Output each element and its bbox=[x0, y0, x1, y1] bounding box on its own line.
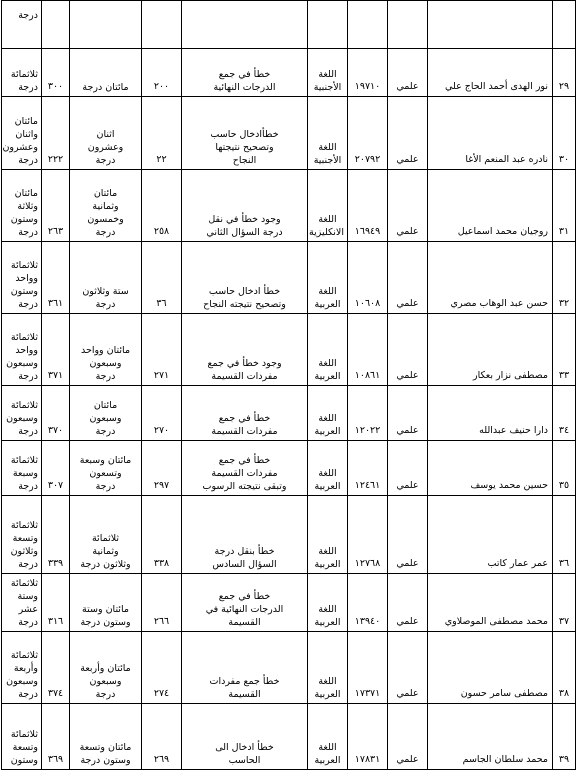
student-name: حسين محمد يوسف bbox=[428, 441, 553, 496]
final-grade-figure: ٣٦١ bbox=[42, 242, 70, 314]
final-grade-figure: ٣١٦ bbox=[42, 574, 70, 632]
grade-in-words: مائتان درجة bbox=[70, 49, 142, 97]
header-cell-final-words: درجة bbox=[2, 1, 42, 49]
subject: اللغة العربية bbox=[308, 704, 348, 770]
header-cell-seq bbox=[553, 1, 576, 49]
final-grade-in-words: ثلاثمائة وتسعة وستون bbox=[2, 704, 42, 770]
table-row bbox=[2, 314, 576, 386]
row-seq: ٣٠ bbox=[553, 97, 576, 170]
header-cell-reason bbox=[182, 1, 308, 49]
row-seq: ٣٧ bbox=[553, 574, 576, 632]
branch: علمي bbox=[388, 574, 428, 632]
final-grade-in-words: ثلاثمائة وتسعة وثلاثون درجة bbox=[2, 496, 42, 574]
grade-figure: ٢٧١ bbox=[142, 314, 182, 386]
final-grade-in-words: ثلاثمائة وسبعة درجة bbox=[2, 441, 42, 496]
final-grade-in-words: ثلاثمائة وواحد وستون درجة bbox=[2, 242, 42, 314]
branch: علمي bbox=[388, 496, 428, 574]
row-seq: ٣٦ bbox=[553, 496, 576, 574]
final-grade-in-words: ثلاثمائة درجة bbox=[2, 49, 42, 97]
results-table bbox=[1, 0, 576, 770]
grade-in-words: مائتان وسبعون درجة bbox=[70, 386, 142, 441]
table-row bbox=[2, 496, 576, 574]
exam-number: ١٧٨٣١ bbox=[348, 704, 388, 770]
error-reason: خطأ ادخال الى الحاسب bbox=[182, 704, 308, 770]
branch: علمي bbox=[388, 242, 428, 314]
header-cell-exam-no bbox=[348, 1, 388, 49]
final-grade-in-words: مائتان وثلاثة وستون درجة bbox=[2, 170, 42, 242]
table-header-row bbox=[2, 1, 576, 49]
grade-figure: ٢٧٠ bbox=[142, 386, 182, 441]
exam-number: ١٢٧٦٨ bbox=[348, 496, 388, 574]
subject: اللغة العربية bbox=[308, 632, 348, 704]
grade-in-words: مائتان وستة وستون درجة bbox=[70, 574, 142, 632]
final-grade-figure: ٣٦٩ bbox=[42, 704, 70, 770]
exam-number: ١٣٩٤٠ bbox=[348, 574, 388, 632]
row-seq: ٣٣ bbox=[553, 314, 576, 386]
row-seq: ٣٤ bbox=[553, 386, 576, 441]
grade-figure: ٢٩٧ bbox=[142, 441, 182, 496]
grade-in-words: مائتان وواحد وسبعون درجة bbox=[70, 314, 142, 386]
header-cell-name bbox=[428, 1, 553, 49]
final-grade-figure: ٣٧٠ bbox=[42, 386, 70, 441]
student-name: محمد مصطفى الموصلاوي bbox=[428, 574, 553, 632]
header-cell-added-words bbox=[70, 1, 142, 49]
final-grade-figure: ٣٠٧ bbox=[42, 441, 70, 496]
final-grade-in-words: ثلاثمائة وستة عشر درجة bbox=[2, 574, 42, 632]
grade-figure: ٣٦ bbox=[142, 242, 182, 314]
header-cell-branch bbox=[388, 1, 428, 49]
row-seq: ٢٩ bbox=[553, 49, 576, 97]
subject: اللغة العربية bbox=[308, 574, 348, 632]
final-grade-in-words: ثلاثمائة وسبعون درجة bbox=[2, 386, 42, 441]
table-row bbox=[2, 242, 576, 314]
grade-in-words: ثلاثمائة وثمانية وثلاثون درجة bbox=[70, 496, 142, 574]
table-row bbox=[2, 574, 576, 632]
row-seq: ٣٨ bbox=[553, 632, 576, 704]
row-seq: ٣١ bbox=[553, 170, 576, 242]
table-row bbox=[2, 441, 576, 496]
subject: اللغة الأجنبية bbox=[308, 49, 348, 97]
exam-number: ١٠٨٦١ bbox=[348, 314, 388, 386]
final-grade-figure: ٢٦٣ bbox=[42, 170, 70, 242]
error-reason: خطأادخال حاسب وتصحيح نتيجتها النجاح bbox=[182, 97, 308, 170]
subject: اللغة العربية bbox=[308, 386, 348, 441]
grade-in-words: ستة وثلاثون درجة bbox=[70, 242, 142, 314]
branch: علمي bbox=[388, 314, 428, 386]
error-reason: وجود خطأ في جمع مفردات القسيمة bbox=[182, 314, 308, 386]
student-name: عمر عمار كاتب bbox=[428, 496, 553, 574]
student-name: نور الهدى أحمد الحاج علي bbox=[428, 49, 553, 97]
student-name: مصطفى سامر حسون bbox=[428, 632, 553, 704]
exam-number: ١٧٣٧١ bbox=[348, 632, 388, 704]
final-grade-figure: ٣٧١ bbox=[42, 314, 70, 386]
branch: علمي bbox=[388, 704, 428, 770]
grade-figure: ٢٥٨ bbox=[142, 170, 182, 242]
final-grade-figure: ٢٢٢ bbox=[42, 97, 70, 170]
final-grade-figure: ٣٧٤ bbox=[42, 632, 70, 704]
final-grade-figure: ٣٣٩ bbox=[42, 496, 70, 574]
subject: اللغة العربية bbox=[308, 242, 348, 314]
exam-number: ١٢٤٦١ bbox=[348, 441, 388, 496]
student-name: مصطفى نزار بعكار bbox=[428, 314, 553, 386]
table-row bbox=[2, 170, 576, 242]
error-reason: خطأ بنقل درجة السؤال السادس bbox=[182, 496, 308, 574]
grade-figure: ٣٣٨ bbox=[142, 496, 182, 574]
grade-figure: ٢٧٤ bbox=[142, 632, 182, 704]
row-seq: ٣٩ bbox=[553, 704, 576, 770]
error-reason: وجود خطأ في نقل درجة السؤال الثاني bbox=[182, 170, 308, 242]
grade-in-words: مائتان وثمانية وخمسون درجة bbox=[70, 170, 142, 242]
error-reason: خطأ ادخال حاسب وتصحيح نتيجته النجاح bbox=[182, 242, 308, 314]
final-grade-in-words: ثلاثمائة وأربعة وسبعون درجة bbox=[2, 632, 42, 704]
error-reason: خطأ في جمع الدرجات النهائية في القسيمة bbox=[182, 574, 308, 632]
branch: علمي bbox=[388, 441, 428, 496]
exam-number: ١٠٦٠٨ bbox=[348, 242, 388, 314]
subject: اللغة العربية bbox=[308, 496, 348, 574]
student-name: حسن عبد الوهاب مصري bbox=[428, 242, 553, 314]
student-name: محمد سلطان الجاسم bbox=[428, 704, 553, 770]
table-row bbox=[2, 632, 576, 704]
grade-in-words: مائتان وسبعة وتسعون درجة bbox=[70, 441, 142, 496]
final-grade-in-words: مائتان واثنان وعشرون درجة bbox=[2, 97, 42, 170]
table-row bbox=[2, 386, 576, 441]
student-name: دارا حنيف عبدالله bbox=[428, 386, 553, 441]
grade-in-words: مائتان وأربعة وسبعون درجة bbox=[70, 632, 142, 704]
branch: علمي bbox=[388, 49, 428, 97]
header-cell-final-num bbox=[42, 1, 70, 49]
branch: علمي bbox=[388, 632, 428, 704]
exam-number: ٢٠٧٩٢ bbox=[348, 97, 388, 170]
table-row bbox=[2, 704, 576, 770]
error-reason: خطأ في جمع مفردات القسيمة وتبقى نتيجته الرسوب bbox=[182, 441, 308, 496]
branch: علمي bbox=[388, 97, 428, 170]
final-grade-figure: ٣٠٠ bbox=[42, 49, 70, 97]
subject: اللغة العربية bbox=[308, 314, 348, 386]
branch: علمي bbox=[388, 386, 428, 441]
table-row bbox=[2, 97, 576, 170]
subject: اللغة الأجنبية bbox=[308, 97, 348, 170]
subject: اللغة العربية bbox=[308, 441, 348, 496]
grade-figure: ٢٦٦ bbox=[142, 574, 182, 632]
row-seq: ٣٢ bbox=[553, 242, 576, 314]
header-cell-added-num bbox=[142, 1, 182, 49]
error-reason: خطأ في جمع مفردات القسيمة bbox=[182, 386, 308, 441]
grade-in-words: مائتان وتسعة وستون درجة bbox=[70, 704, 142, 770]
results-table-body bbox=[2, 1, 576, 770]
error-reason: خطأ جمع مفردات القسيمة bbox=[182, 632, 308, 704]
subject: اللغة الانكليزية bbox=[308, 170, 348, 242]
branch: علمي bbox=[388, 170, 428, 242]
student-name: روجيان محمد اسماعيل bbox=[428, 170, 553, 242]
final-grade-in-words: ثلاثمائة وواحد وسبعون درجة bbox=[2, 314, 42, 386]
header-cell-subject bbox=[308, 1, 348, 49]
exam-number: ١٩٧١٠ bbox=[348, 49, 388, 97]
grade-figure: ٢٢ bbox=[142, 97, 182, 170]
error-reason: خطأ في جمع الدرجات النهائية bbox=[182, 49, 308, 97]
exam-number: ١٦٩٤٩ bbox=[348, 170, 388, 242]
grade-figure: ٢٠٠ bbox=[142, 49, 182, 97]
grade-figure: ٢٦٩ bbox=[142, 704, 182, 770]
grade-in-words: اثنان وعشرون درجة bbox=[70, 97, 142, 170]
table-row bbox=[2, 49, 576, 97]
student-name: نادره عبد المنعم الأغا bbox=[428, 97, 553, 170]
exam-number: ١٢٠٢٢ bbox=[348, 386, 388, 441]
row-seq: ٣٥ bbox=[553, 441, 576, 496]
